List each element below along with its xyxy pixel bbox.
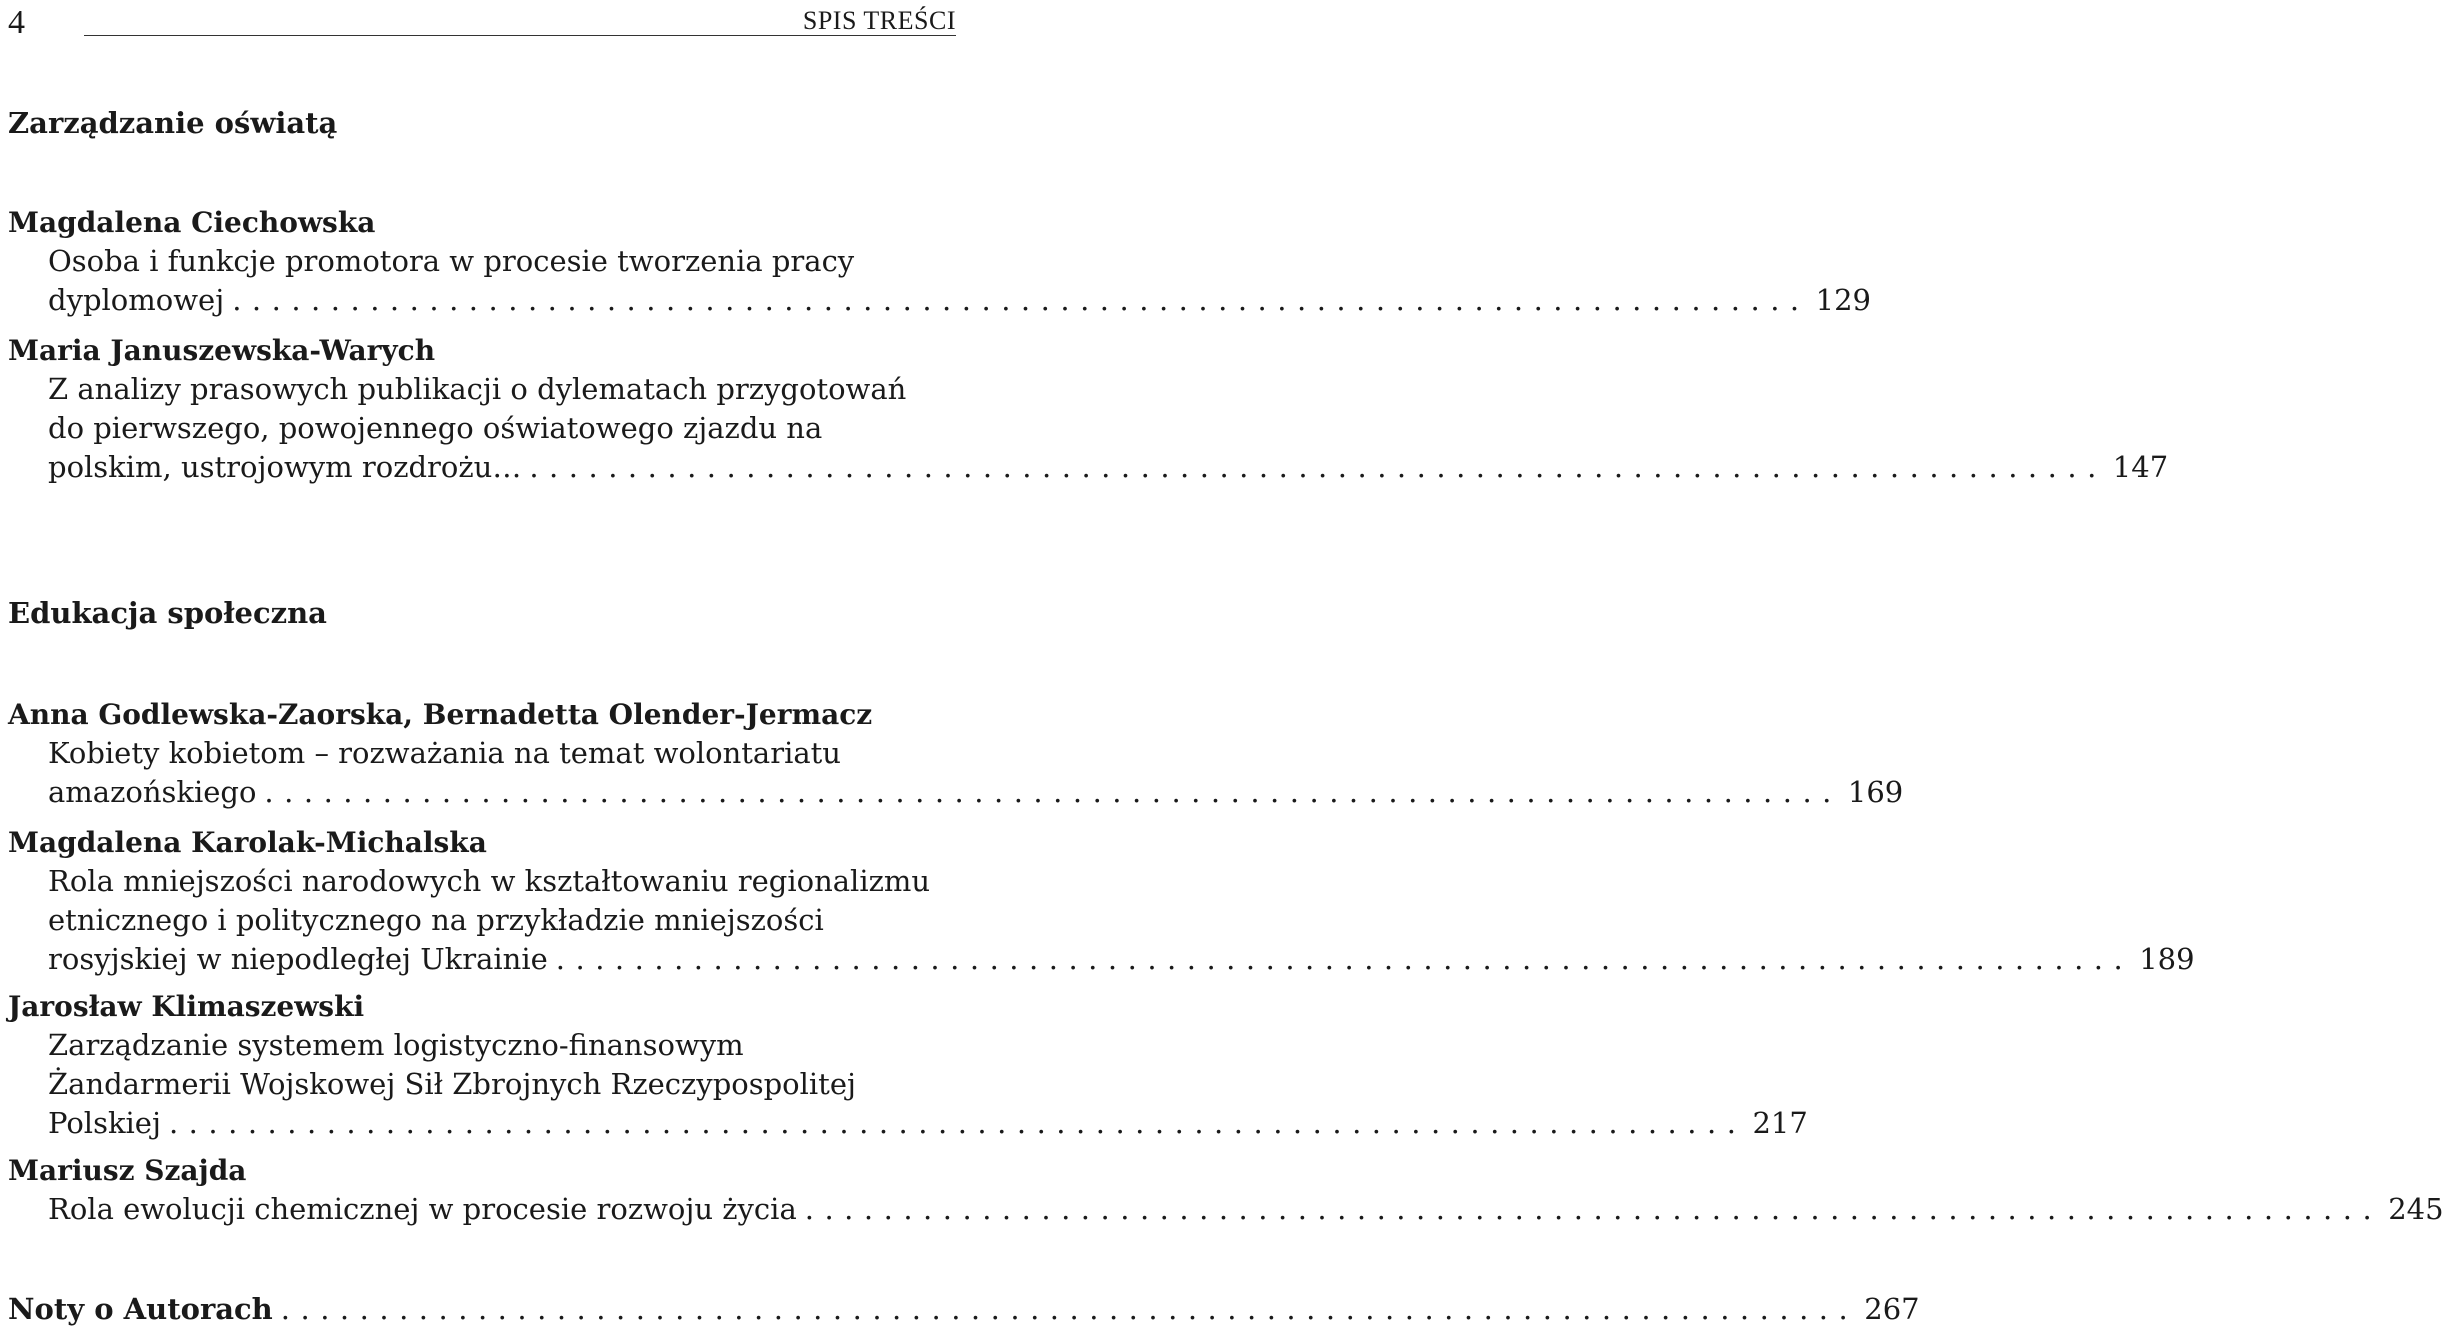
entry-last-line [8, 448, 2169, 487]
entry-page-number: 129 [1815, 283, 1872, 317]
entry-author: Anna Godlewska-Zaorska, Bernadetta Olender-Jermacz [8, 698, 873, 731]
entry-title-end: polskim, ustrojowym rozdrożu… [48, 450, 522, 484]
toc-entry[interactable] [8, 988, 1808, 1143]
section-heading: Zarządzanie oświatą [8, 106, 338, 140]
toc-entry[interactable] [8, 332, 2169, 487]
entry-title-end: Rola ewolucji chemicznej w procesie rozwoju życia [48, 1192, 797, 1226]
entry-title-line: Rola mniejszości narodowych w kształtowaniu regionalizmu [48, 864, 931, 898]
toc-page [8, 0, 2444, 1335]
entry-title-line: Żandarmerii Wojskowej Sił Zbrojnych Rzeczypospolitej [48, 1067, 856, 1101]
entry-title-line: etnicznego i politycznego na przykładzie mniejszości [48, 903, 824, 937]
entry-page-number: 245 [2388, 1192, 2444, 1226]
dot-leader: ................................................................................ [168, 1106, 1747, 1140]
entry-author: Mariusz Szajda [8, 1154, 247, 1187]
dot-leader: ................................................................................ [529, 450, 2107, 484]
entry-title-end: Polskiej [48, 1106, 161, 1140]
toc-entry[interactable] [8, 1152, 2444, 1229]
entry-author: Magdalena Ciechowska [8, 206, 376, 239]
toc-entry[interactable] [8, 696, 1904, 812]
toc-entry[interactable] [8, 824, 2195, 979]
running-title: SPIS TREŚCI [802, 6, 956, 35]
entry-page-number: 169 [1847, 775, 1904, 809]
section-heading: Edukacja społeczna [8, 596, 327, 630]
entry-title-line: Z analizy prasowych publikacji o dylematach przygotowań [48, 372, 907, 406]
entry-last-line [8, 1104, 1808, 1143]
dot-leader: ................................................................................ [804, 1192, 2383, 1226]
entry-last-line [8, 940, 2195, 979]
entry-title-line: Kobiety kobietom – rozważania na temat wolontariatu [48, 736, 841, 770]
entry-page-number: 217 [1752, 1106, 1808, 1140]
entry-page-number: 267 [1864, 1292, 1920, 1326]
entry-last-line [8, 281, 1872, 320]
dot-leader: ................................................................................ [232, 283, 1810, 317]
final-entry-title: Noty o Autorach [8, 1292, 273, 1326]
dot-leader: ................................................................................ [264, 775, 1842, 809]
entry-title-line: Zarządzanie systemem logistyczno-finansowym [48, 1028, 744, 1062]
entry-author: Magdalena Karolak-Michalska [8, 826, 487, 859]
entry-page-number: 189 [2139, 942, 2195, 976]
dot-leader: ................................................................................ [555, 942, 2134, 976]
dot-leader: ................................................................................ [280, 1292, 1859, 1326]
toc-entry-notes[interactable] [8, 1290, 1920, 1328]
entry-page-number: 147 [2112, 450, 2169, 484]
entry-author: Jarosław Klimaszewski [8, 990, 365, 1023]
entry-last-line [8, 773, 1904, 812]
entry-last-line [8, 1190, 2444, 1229]
page-number: 4 [8, 4, 25, 41]
entry-title-line: Osoba i funkcje promotora w procesie tworzenia pracy [48, 244, 855, 278]
entry-author: Maria Januszewska-Warych [8, 334, 436, 367]
entry-title-end: dyplomowej [48, 283, 225, 317]
entry-title-end: rosyjskiej w niepodległej Ukrainie [48, 942, 548, 976]
entry-title-line: do pierwszego, powojennego oświatowego zjazdu na [48, 411, 823, 445]
toc-entry[interactable] [8, 204, 1872, 320]
entry-title-end: amazońskiego [48, 775, 257, 809]
